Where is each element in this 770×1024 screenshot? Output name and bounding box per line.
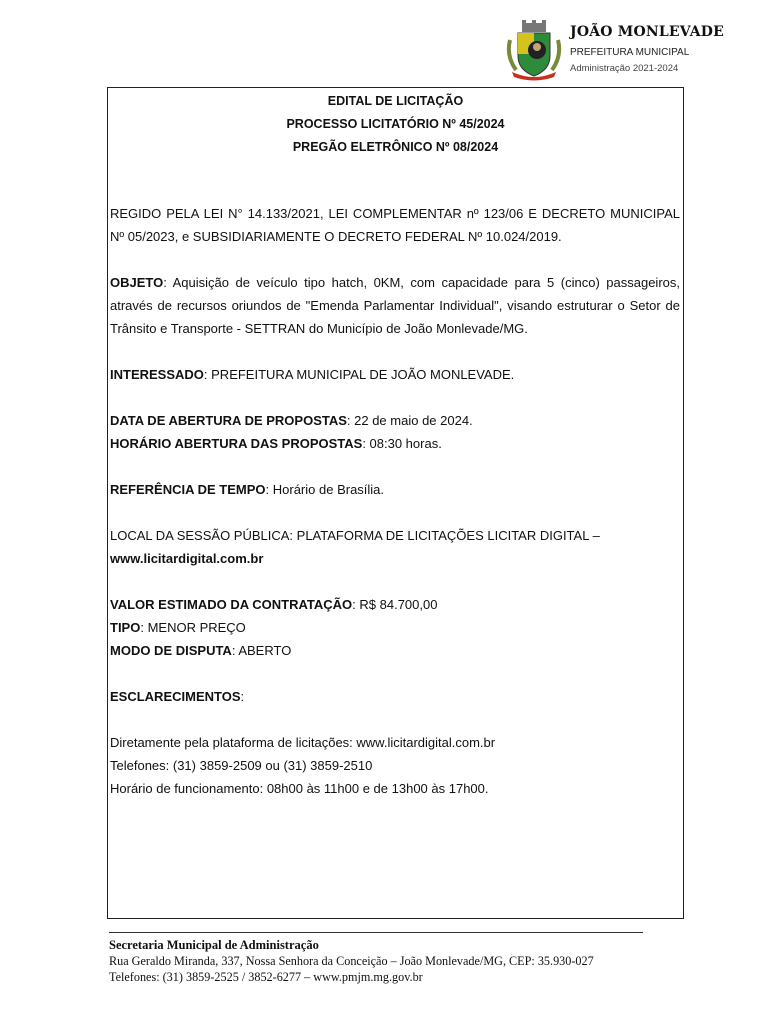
contato-plataforma: Diretamente pela plataforma de licitações: www.licitardigital.com.br (110, 735, 496, 750)
interessado-label: INTERESSADO (110, 367, 204, 382)
document-body (108, 202, 683, 800)
valor-estimado-label: VALOR ESTIMADO DA CONTRATAÇÃO (110, 597, 353, 612)
referencia-tempo-label: REFERÊNCIA DE TEMPO (110, 482, 266, 497)
header-administracao: Administração 2021-2024 (570, 63, 679, 74)
modo-disputa-text: : ABERTO (231, 643, 292, 658)
tipo-label: TIPO (110, 620, 141, 635)
valor-estimado-text: : R$ 84.700,00 (352, 597, 438, 612)
objeto-text: : Aquisição de veículo tipo hatch, 0KM, com capacidade para 5 (cinco) passageiros, através de recursos oriundos de "Emenda Parlamentar Individual", visando estruturar o Setor de Trânsito e Transporte - SETTRAN do Município de João Monlevade/MG. (110, 275, 680, 336)
tipo-line (110, 616, 680, 639)
interessado-text: : PREFEITURA MUNICIPAL DE JOÃO MONLEVADE. (203, 367, 515, 382)
objeto-paragraph (110, 271, 680, 340)
pregao-eletronico: PREGÃO ELETRÔNICO Nº 08/2024 (292, 140, 499, 154)
interessado-paragraph (110, 363, 680, 386)
tipo-text: : MENOR PREÇO (140, 620, 246, 635)
coat-of-arms-logo (504, 20, 564, 82)
local-sessao-line: LOCAL DA SESSÃO PÚBLICA: PLATAFORMA DE LICITAÇÕES LICITAR DIGITAL – (110, 528, 600, 543)
page-footer (109, 937, 594, 985)
modo-disputa-line (110, 639, 680, 662)
esclarecimentos-heading (110, 685, 680, 708)
modo-disputa-label: MODO DE DISPUTA (110, 643, 232, 658)
valor-estimado-line (110, 593, 680, 616)
data-abertura-text: : 22 de maio de 2024. (346, 413, 473, 428)
document-title-block (108, 90, 683, 159)
local-sessao-url-line (110, 547, 680, 570)
esclarecimentos-colon: : (240, 689, 245, 704)
contato-telefones: Telefones: (31) 3859-2509 ou (31) 3859-2510 (110, 758, 373, 773)
document-title: EDITAL DE LICITAÇÃO (327, 94, 464, 108)
horario-abertura-label: HORÁRIO ABERTURA DAS PROPOSTAS (110, 436, 363, 451)
referencia-tempo-line (110, 478, 680, 501)
data-abertura-line (110, 409, 680, 432)
contato-horario: Horário de funcionamento: 08h00 às 11h00 e de 13h00 às 17h00. (110, 781, 489, 796)
header-institution (570, 24, 724, 74)
objeto-label: OBJETO (110, 275, 164, 290)
header-prefeitura: PREFEITURA MUNICIPAL (570, 47, 690, 58)
referencia-tempo-text: : Horário de Brasília. (265, 482, 385, 497)
processo-licitatorio: PROCESSO LICITATÓRIO Nº 45/2024 (286, 117, 505, 131)
footer-endereco: Rua Geraldo Miranda, 337, Nossa Senhora da Conceição – João Monlevade/MG, CEP: 35.930-027 (109, 954, 594, 968)
local-sessao-url[interactable]: www.licitardigital.com.br (110, 551, 264, 566)
footer-telefones: Telefones: (31) 3859-2525 / 3852-6277 – www.pmjm.mg.gov.br (109, 970, 423, 984)
horario-abertura-line (110, 432, 680, 455)
footer-secretaria: Secretaria Municipal de Administração (109, 938, 319, 952)
document-frame (107, 87, 684, 919)
header-city: JOÃO MONLEVADE (570, 24, 725, 40)
data-abertura-label: DATA DE ABERTURA DE PROPOSTAS (110, 413, 347, 428)
regido-paragraph: REGIDO PELA LEI N° 14.133/2021, LEI COMPLEMENTAR nº 123/06 E DECRETO MUNICIPAL Nº 05/2023, e SUBSIDIARIAMENTE O DECRETO FEDERAL Nº 10.024/2019. (110, 206, 680, 244)
horario-abertura-text: : 08:30 horas. (362, 436, 442, 451)
esclarecimentos-label: ESCLARECIMENTOS (110, 689, 241, 704)
footer-divider (109, 932, 643, 933)
